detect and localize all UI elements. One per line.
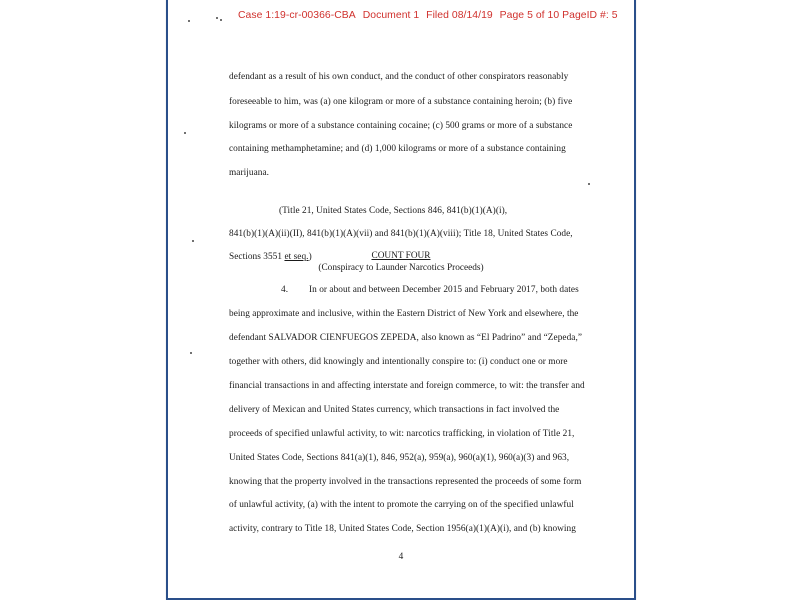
text-line: proceeds of specified unlawful activity, to wit: narcotics trafficking, in violation of Title 21, (229, 429, 575, 439)
scan-speck (184, 132, 186, 134)
text-line: together with others, did knowingly and intentionally conspire to: (i) conduct one or more (229, 357, 568, 367)
text-line: containing methamphetamine; and (d) 1,000 kilograms or more of a substance containing (229, 144, 566, 154)
scan-speck (190, 352, 192, 354)
text-line: activity, contrary to Title 18, United States Code, Section 1956(a)(1)(A)(i), and (b) knowing (229, 524, 576, 534)
citation-et-seq: et seq. (284, 252, 309, 262)
text-line: defendant as a result of his own conduct, and the conduct of other conspirators reasonably (229, 72, 569, 82)
citation-line: 841(b)(1)(A)(ii)(II), 841(b)(1)(A)(vii) and 841(b)(1)(A)(viii); Title 18, United States Code, (229, 229, 573, 239)
text-line: marijuana. (229, 168, 269, 178)
page-id: Page 5 of 10 PageID #: 5 (499, 10, 618, 21)
text-line: defendant SALVADOR CIENFUEGOS ZEPEDA, also known as “El Padrino” and “Zepeda,” (229, 333, 582, 343)
page-number: 4 (398, 552, 404, 562)
count-heading (168, 251, 634, 261)
court-filing-header (238, 10, 622, 21)
citation-text: Sections 3551 (229, 252, 285, 262)
case-number: Case 1:19-cr-00366-CBA (238, 10, 356, 21)
paragraph-number: 4. (281, 285, 289, 295)
text-line: knowing that the property involved in the transactions represented the proceeds of some form (229, 477, 582, 487)
text-line: United States Code, Sections 841(a)(1), 846, 952(a), 959(a), 960(a)(1), 960(a)(3) and 963, (229, 453, 570, 463)
text-line: kilograms or more of a substance containing cocaine; (c) 500 grams or more of a substance (229, 121, 573, 131)
scan-speck (220, 19, 222, 21)
scan-speck (216, 17, 218, 19)
count-title: COUNT FOUR (371, 251, 431, 261)
citation-line: (Title 21, United States Code, Sections 846, 841(b)(1)(A)(i), (279, 206, 508, 216)
document-number: Document 1 (362, 10, 420, 21)
text-line: foreseeable to him, was (a) one kilogram or more of a substance containing heroin; (b) five (229, 97, 573, 107)
text-line: of unlawful activity, (a) with the intent to promote the carrying on of the specified unlawful (229, 500, 574, 510)
scan-speck (192, 240, 194, 242)
count-subtitle: (Conspiracy to Launder Narcotics Proceeds) (318, 263, 484, 273)
text-line: being approximate and inclusive, within the Eastern District of New York and elsewhere, the (229, 309, 579, 319)
scan-speck (188, 20, 190, 22)
text-line: delivery of Mexican and United States currency, which transactions in fact involved the (229, 405, 560, 415)
scan-speck (588, 183, 590, 185)
text-line: In or about and between December 2015 and February 2017, both dates (309, 285, 579, 295)
document-page (166, 0, 636, 600)
filed-date: Filed 08/14/19 (426, 10, 493, 21)
citation-text: ) (308, 252, 312, 262)
text-line: financial transactions in and affecting interstate and foreign commerce, to wit: the transfer and (229, 381, 585, 391)
